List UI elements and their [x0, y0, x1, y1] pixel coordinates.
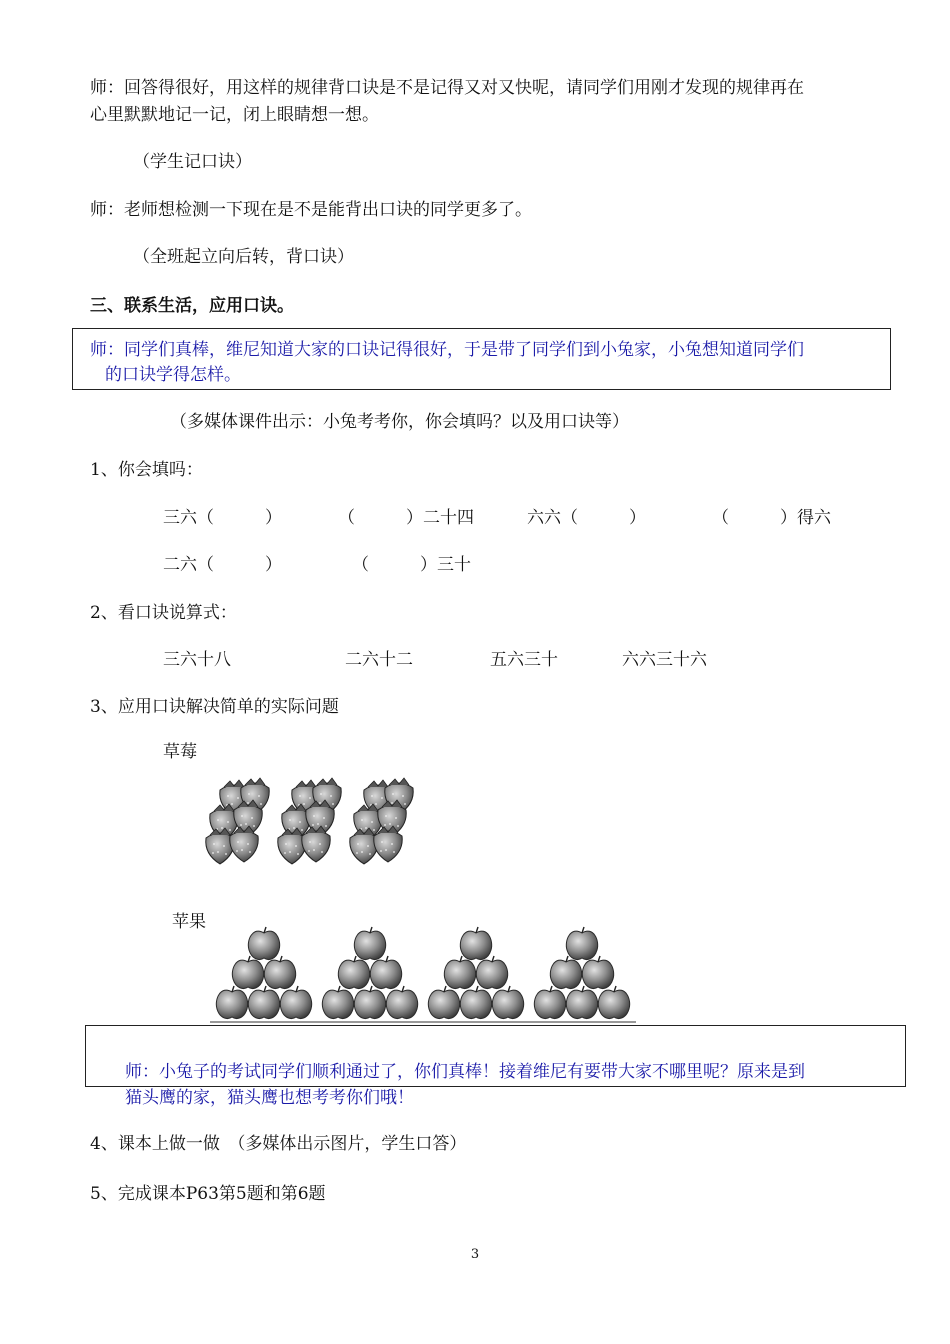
apple-icon: [582, 956, 613, 988]
apple-icon: [232, 956, 263, 988]
strawberry-group: [206, 778, 269, 864]
section-heading: 三、联系生活，应用口诀。: [90, 296, 294, 316]
paragraph-line: 心里默默地记一记，闭上眼睛想一想。: [90, 105, 379, 125]
fill-blank-item: 三六（ ）: [163, 508, 282, 528]
apple-icon: [280, 986, 311, 1018]
teacher-dialogue-box: [72, 328, 891, 390]
paragraph-line: 师：回答得很好，用这样的规律背口诀是不是记得又对又快呢，请同学们用刚才发现的规律再在: [90, 78, 804, 98]
apple-pyramid: [428, 927, 523, 1018]
apple-icon: [444, 956, 475, 988]
apple-label: 苹果: [172, 912, 206, 932]
fill-blank-item: 六六（ ）: [527, 508, 646, 528]
apple-icon: [264, 956, 295, 988]
apple-icon: [566, 927, 597, 959]
question-title: 4、课本上做一做 （多媒体出示图片，学生口答）: [90, 1134, 467, 1154]
apple-icon: [322, 986, 353, 1018]
apple-icon: [354, 927, 385, 959]
apple-icon: [476, 956, 507, 988]
apple-figure: [208, 924, 638, 1026]
strawberry-figure: [190, 760, 430, 875]
strawberry-group: [278, 778, 341, 864]
fill-blank-item: 二六（ ）: [163, 555, 282, 575]
apple-icon: [428, 986, 459, 1018]
page-number: 3: [470, 1247, 480, 1262]
apple-icon: [460, 927, 491, 959]
dialogue-line: 师：小兔子的考试同学们顺利通过了，你们真棒！接着维尼有要带大家不哪里呢？原来是到: [125, 1062, 805, 1082]
strawberry-group: [350, 778, 413, 864]
apple-icon: [534, 986, 565, 1018]
strawberry-label: 草莓: [163, 742, 197, 762]
stage-direction: （学生记口诀）: [133, 152, 252, 172]
dialogue-line: 猫头鹰的家，猫头鹰也想考考你们哦！: [125, 1088, 414, 1108]
multiplication-verse: 六六三十六: [622, 650, 707, 670]
apple-icon: [386, 986, 417, 1018]
fill-blank-item: （ ）三十: [352, 555, 471, 575]
question-title: 1、你会填吗：: [90, 460, 203, 480]
apple-icon: [370, 956, 401, 988]
apple-icon: [354, 986, 385, 1018]
apple-icon: [338, 956, 369, 988]
apple-pyramid: [534, 927, 629, 1018]
apple-icon: [550, 956, 581, 988]
multiplication-verse: 五六三十: [490, 650, 558, 670]
fill-blank-item: （ ）二十四: [338, 508, 474, 528]
question-title: 2、看口诀说算式：: [90, 603, 237, 623]
apple-pyramid: [216, 927, 311, 1018]
fill-blank-item: （ ）得六: [712, 508, 831, 528]
apple-icon: [216, 986, 247, 1018]
apple-icon: [598, 986, 629, 1018]
apple-icon: [248, 986, 279, 1018]
apple-icon: [566, 986, 597, 1018]
apple-pyramid: [322, 927, 417, 1018]
multimedia-note: （多媒体课件出示：小兔考考你，你会填吗？以及用口诀等）: [170, 412, 629, 432]
multiplication-verse: 三六十八: [163, 650, 231, 670]
paragraph-line: 师：老师想检测一下现在是不是能背出口诀的同学更多了。: [90, 200, 532, 220]
question-title: 3、应用口诀解决简单的实际问题: [90, 697, 339, 717]
apple-icon: [492, 986, 523, 1018]
dialogue-line: 师：同学们真棒，维尼知道大家的口诀记得很好，于是带了同学们到小兔家，小兔想知道同学们: [90, 340, 804, 360]
apple-icon: [460, 986, 491, 1018]
apple-icon: [248, 927, 279, 959]
stage-direction: （全班起立向后转，背口诀）: [133, 247, 354, 267]
dialogue-line: 的口诀学得怎样。: [105, 365, 241, 385]
multiplication-verse: 二六十二: [345, 650, 413, 670]
question-title: 5、完成课本P63第5题和第6题: [90, 1184, 326, 1204]
